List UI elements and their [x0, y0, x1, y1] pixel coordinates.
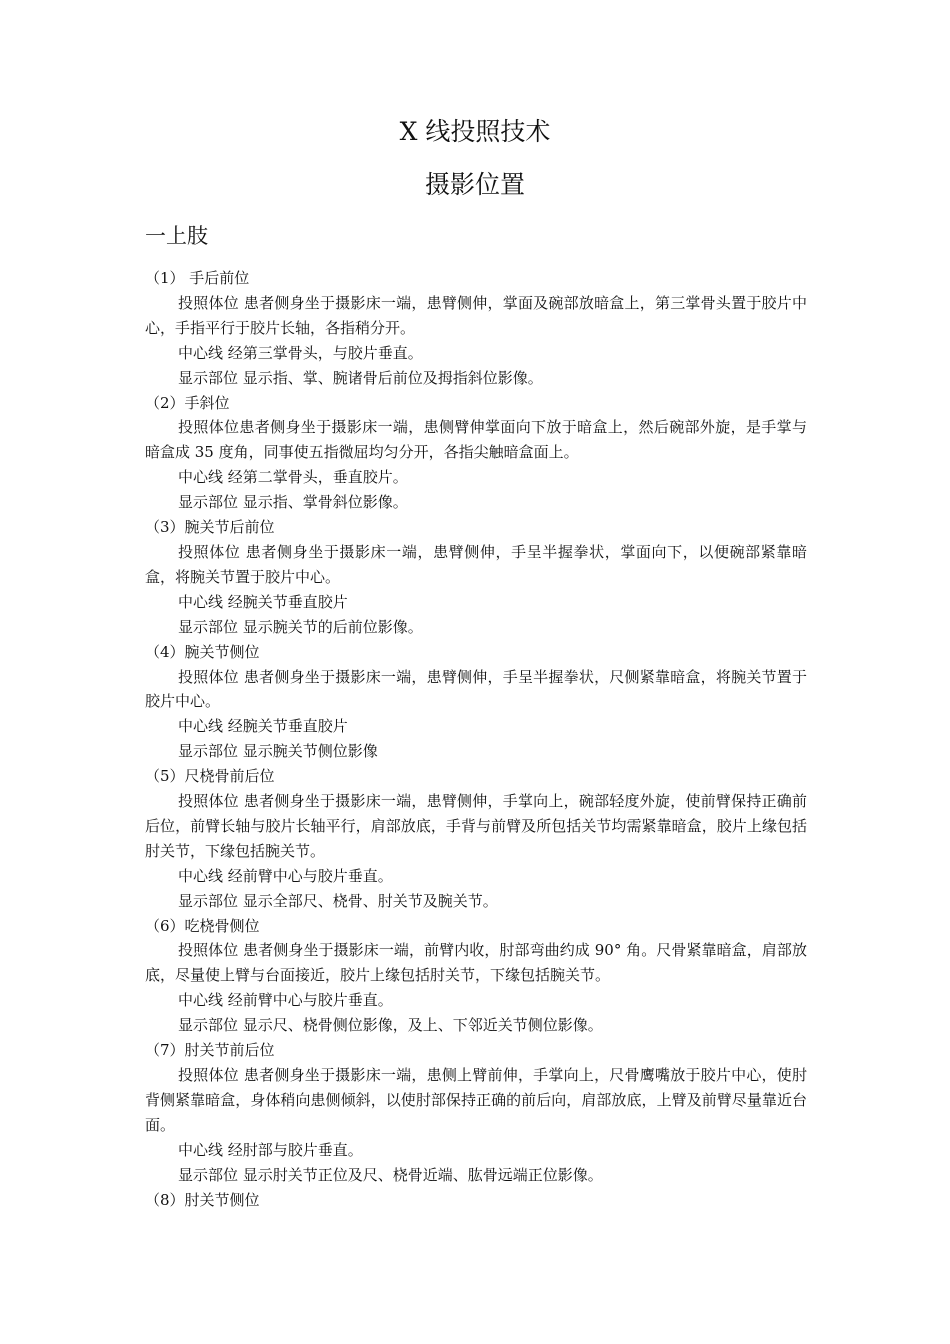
item-elbow-ap [145, 1038, 807, 1187]
item-display-text: 显示部位 显示全部尺、桡骨、肘关节及腕关节。 [178, 891, 498, 910]
item-heading: （5）尺桡骨前后位 [145, 767, 275, 786]
item-center-line-text: 中心线 经肘部与胶片垂直。 [178, 1140, 363, 1159]
item-hand-oblique [145, 391, 807, 516]
item-position-text: 投照体位 患者侧身坐于摄影床一端，患侧上臂前伸，手掌向上，尺骨鹰嘴放于胶片中心，使肘背侧紧靠暗盒，身体稍向患侧倾斜，以使肘部保持正确的前后向，肩部放底，上臂及前臂尽量靠近台面。 [145, 1066, 807, 1134]
item-heading: （2）手斜位 [145, 393, 230, 412]
item-heading-elbow-lateral: （8）肘关节侧位 [145, 1190, 260, 1209]
item-center-line-text: 中心线 经第二掌骨头，垂直胶片。 [178, 468, 408, 487]
document-body [145, 266, 807, 1212]
item-position-text: 投照体位 患者侧身坐于摄影床一端，患臂侧伸，手呈半握拳状，掌面向下，以便碗部紧靠暗盒，将腕关节置于胶片中心。 [145, 542, 807, 586]
section-heading: 一上肢 [145, 224, 208, 248]
item-position-text: 投照体位患者侧身坐于摄影床一端，患侧臂伸掌面向下放于暗盒上，然后碗部外旋，是手掌与暗盒成 35 度角，同事使五指微屈均匀分开，各指尖触暗盒面上。 [145, 418, 807, 462]
item-display-text: 显示部位 显示腕关节的后前位影像。 [178, 617, 423, 636]
item-center-line-text: 中心线 经腕关节垂直胶片 [178, 592, 348, 611]
item-heading: （6）吃桡骨侧位 [145, 916, 260, 935]
item-center-line-text: 中心线 经前臂中心与胶片垂直。 [178, 866, 393, 885]
item-heading: （1） 手后前位 [145, 269, 250, 287]
item-heading: （3）腕关节后前位 [145, 518, 275, 537]
item-hand-pa [145, 266, 807, 391]
item-display-text: 显示部位 显示指、掌、腕诸骨后前位及拇指斜位影像。 [178, 368, 543, 387]
document-subtitle: 摄影位置 [424, 170, 525, 199]
document-title: X 线投照技术 [399, 117, 551, 146]
item-forearm-lateral [145, 914, 807, 1039]
item-position-text: 投照体位 患者侧身坐于摄影床一端，患臂侧伸，手呈半握拳状，尺侧紧靠暗盒，将腕关节置于胶片中心。 [145, 667, 807, 711]
item-center-line-text: 中心线 经第三掌骨头，与胶片垂直。 [178, 343, 423, 362]
item-display-text: 显示部位 显示肘关节正位及尺、桡骨近端、肱骨远端正位影像。 [178, 1165, 603, 1184]
item-wrist-pa [145, 515, 807, 640]
item-position-text: 投照体位 患者侧身坐于摄影床一端，患臂侧伸，手掌向上，碗部轻度外旋，使前臂保持正确前后位，前臂长轴与胶片长轴平行，肩部放底，手背与前臂及所包括关节均需紧靠暗盒，胶片上缘包括肘关节，下缘包括腕关节。 [145, 792, 807, 860]
item-center-line-text: 中心线 经前臂中心与胶片垂直。 [178, 991, 393, 1010]
item-forearm-ap [145, 764, 807, 913]
item-heading: （4）腕关节侧位 [145, 642, 260, 661]
item-center-line-text: 中心线 经腕关节垂直胶片 [178, 717, 348, 736]
item-display-text: 显示部位 显示尺、桡骨侧位影像，及上、下邻近关节侧位影像。 [178, 1016, 603, 1035]
item-display-text: 显示部位 显示腕关节侧位影像 [178, 742, 378, 761]
item-display-text: 显示部位 显示指、掌骨斜位影像。 [178, 493, 408, 512]
item-heading: （7）肘关节前后位 [145, 1041, 275, 1060]
item-position-text: 投照体位 患者侧身坐于摄影床一端，前臂内收，肘部弯曲约成 90° 角。尺骨紧靠暗盒，肩部放底，尽量使上臂与台面接近，胶片上缘包括肘关节，下缘包括腕关节。 [145, 941, 807, 985]
item-position-text: 投照体位 患者侧身坐于摄影床一端，患臂侧伸，掌面及碗部放暗盒上，第三掌骨头置于胶片中心，手指平行于胶片长轴，各指稍分开。 [145, 293, 807, 337]
item-wrist-lateral [145, 640, 807, 765]
